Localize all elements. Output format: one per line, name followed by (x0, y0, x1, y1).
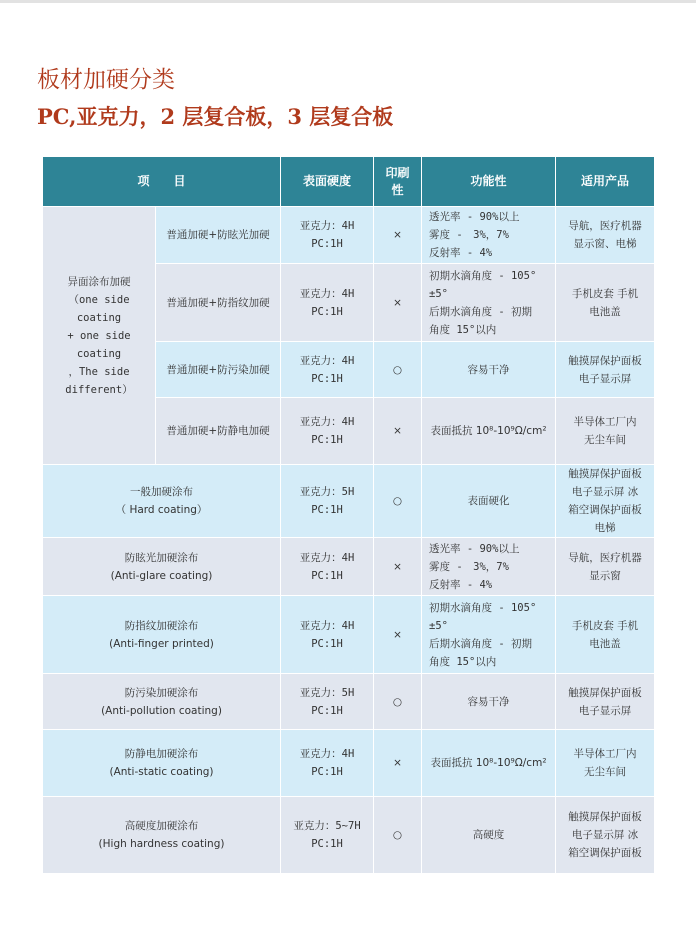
group-label: 异面涂布加硬 （one side coating + one side coating ，The side different） (43, 207, 156, 465)
row-print: ○ (374, 797, 422, 874)
header-function: 功能性 (422, 157, 556, 207)
row-products: 半导体工厂内 无尘车间 (556, 398, 655, 465)
row-item: 高硬度加硬涂布 (High hardness coating) (43, 797, 281, 874)
table-row (43, 207, 655, 264)
row-function: 透光率 - 90%以上 雾度 - 3%，7% 反射率 - 4% (422, 538, 556, 596)
page-subtitle: PC,亚克力，2 层复合板，3 层复合板 (37, 104, 394, 129)
row-function: 表面抵抗 10⁸-10⁹Ω/cm² (422, 730, 556, 797)
header-item: 项 目 (43, 157, 281, 207)
row-item: 防污染加硬涂布 (Anti-pollution coating) (43, 674, 281, 730)
row-item: 普通加硬+防指纹加硬 (156, 264, 281, 342)
row-hardness: 亚克力：4H PC:1H (281, 538, 374, 596)
row-products: 手机皮套 手机 电池盖 (556, 596, 655, 674)
row-products: 触摸屏保护面板 电子显示屏 冰 箱空调保护面板 (556, 797, 655, 874)
row-print: × (374, 398, 422, 465)
row-item: 普通加硬+防眩光加硬 (156, 207, 281, 264)
row-item: 一般加硬涂布 （ Hard coating） (43, 465, 281, 538)
row-function: 初期水滴角度 - 105° ±5° 后期水滴角度 - 初期 角度 15°以内 (422, 596, 556, 674)
row-item: 普通加硬+防静电加硬 (156, 398, 281, 465)
row-item: 普通加硬+防污染加硬 (156, 342, 281, 398)
row-print: ○ (374, 342, 422, 398)
row-hardness: 亚克力：5~7H PC:1H (281, 797, 374, 874)
row-item: 防眩光加硬涂布 (Anti-glare coating) (43, 538, 281, 596)
row-products: 导航，医疗机器 显示窗 (556, 538, 655, 596)
header-printability: 印刷 性 (374, 157, 422, 207)
row-item: 防静电加硬涂布 (Anti-static coating) (43, 730, 281, 797)
row-hardness: 亚克力：4H PC:1H (281, 264, 374, 342)
row-hardness: 亚克力：4H PC:1H (281, 398, 374, 465)
row-print: × (374, 538, 422, 596)
row-function: 容易干净 (422, 674, 556, 730)
row-function: 表面硬化 (422, 465, 556, 538)
row-products: 导航，医疗机器 显示窗、电梯 (556, 207, 655, 264)
table-row (43, 730, 655, 797)
row-products: 触摸屏保护面板 电子显示屏 冰 箱空调保护面板 电梯 (556, 465, 655, 538)
header-products: 适用产品 (556, 157, 655, 207)
row-function: 容易干净 (422, 342, 556, 398)
table-row (43, 674, 655, 730)
row-hardness: 亚克力：5H PC:1H (281, 465, 374, 538)
row-hardness: 亚克力：4H PC:1H (281, 207, 374, 264)
row-print: ○ (374, 674, 422, 730)
row-print: × (374, 264, 422, 342)
row-products: 触摸屏保护面板 电子显示屏 (556, 674, 655, 730)
table-header-row (43, 157, 655, 207)
row-function: 高硬度 (422, 797, 556, 874)
coating-spec-table (42, 156, 655, 874)
row-print: ○ (374, 465, 422, 538)
row-products: 半导体工厂内 无尘车间 (556, 730, 655, 797)
row-hardness: 亚克力：4H PC:1H (281, 730, 374, 797)
table-row (43, 797, 655, 874)
row-hardness: 亚克力：4H PC:1H (281, 596, 374, 674)
row-item: 防指纹加硬涂布 (Anti-finger printed) (43, 596, 281, 674)
row-products: 触摸屏保护面板 电子显示屏 (556, 342, 655, 398)
table-row (43, 596, 655, 674)
row-products: 手机皮套 手机 电池盖 (556, 264, 655, 342)
row-hardness: 亚克力：4H PC:1H (281, 342, 374, 398)
header-hardness: 表面硬度 (281, 157, 374, 207)
row-function: 表面抵抗 10⁸-10⁹Ω/cm² (422, 398, 556, 465)
row-print: × (374, 596, 422, 674)
row-hardness: 亚克力：5H PC:1H (281, 674, 374, 730)
row-print: × (374, 207, 422, 264)
table-row (43, 465, 655, 538)
table-row (43, 538, 655, 596)
row-function: 初期水滴角度 - 105° ±5° 后期水滴角度 - 初期 角度 15°以内 (422, 264, 556, 342)
row-function: 透光率 - 90%以上 雾度 - 3%，7% 反射率 - 4% (422, 207, 556, 264)
row-print: × (374, 730, 422, 797)
page-title: 板材加硬分类 (37, 67, 175, 93)
top-divider (0, 0, 696, 3)
